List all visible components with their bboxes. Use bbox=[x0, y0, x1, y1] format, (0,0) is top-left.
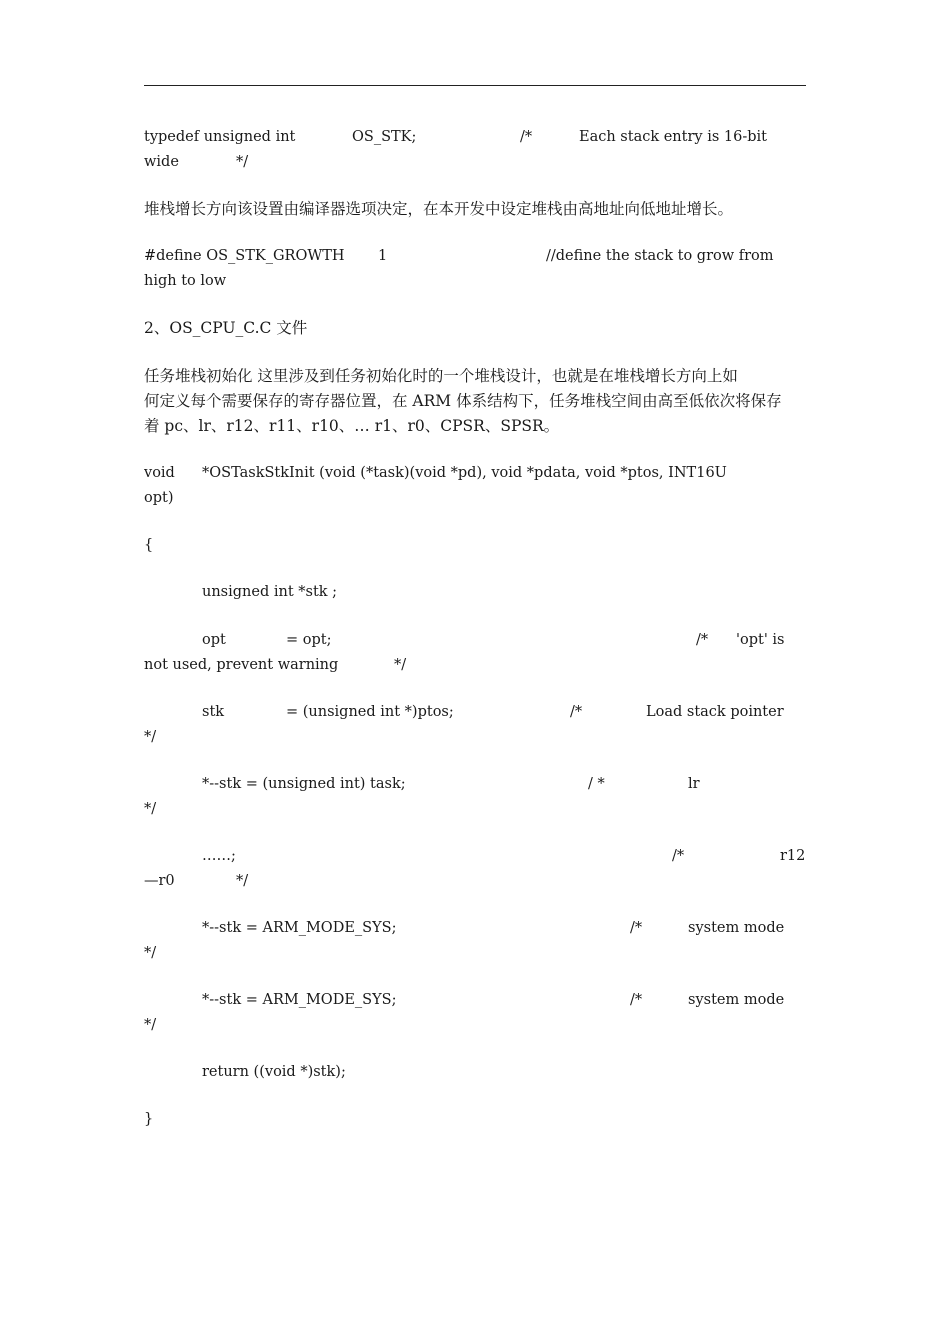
stk-var: stk bbox=[202, 704, 225, 720]
define-line bbox=[144, 244, 806, 369]
typedef-wrap-text: wide bbox=[144, 154, 179, 170]
opt-wrap-text: not used, prevent warning bbox=[144, 657, 339, 673]
lr-comment-open: / * bbox=[588, 776, 605, 792]
init-paragraph-line-3: 着 pc、lr、r12、r11、r10、… r1、r0、CPSR、SPSR。 bbox=[144, 417, 560, 435]
stk-comment-close: */ bbox=[144, 729, 157, 745]
define-line-wrap: high to low bbox=[144, 273, 227, 289]
registers-comment-text: r12 bbox=[780, 848, 806, 864]
registers-expr: ……; bbox=[202, 848, 236, 864]
section-heading: 2、OS_CPU_C.C 文件 bbox=[144, 319, 308, 337]
sys-mode-comment-close-1: */ bbox=[144, 945, 157, 961]
open-brace: { bbox=[144, 537, 154, 553]
sys-mode-expr-2: *--stk = ARM_MODE_SYS; bbox=[202, 992, 397, 1008]
sys-mode-comment-text-2: system mode bbox=[688, 992, 785, 1008]
sys-mode-statement-2 bbox=[202, 988, 806, 1113]
stk-declaration: unsigned int *stk ; bbox=[202, 584, 338, 600]
registers-wrap-text: —r0 bbox=[144, 873, 175, 889]
return-statement: return ((void *)stk); bbox=[202, 1064, 346, 1080]
signature-return-type: void bbox=[144, 465, 175, 481]
sys-mode-comment-open-2: /* bbox=[630, 992, 643, 1008]
growth-note: 堆栈增长方向该设置由编译器选项决定，在本开发中设定堆栈由高地址向低地址增长。 bbox=[144, 200, 734, 218]
lr-comment-close: */ bbox=[144, 801, 157, 817]
typedef-comment-text: Each stack entry is 16-bit bbox=[579, 129, 767, 145]
typedef-code: typedef unsigned int bbox=[144, 129, 296, 145]
stk-comment-text: Load stack pointer bbox=[646, 704, 784, 720]
opt-comment-close: */ bbox=[394, 657, 407, 673]
function-signature-wrap: opt) bbox=[144, 490, 174, 506]
lr-comment-text: lr bbox=[688, 776, 700, 792]
lr-expr: *--stk = (unsigned int) task; bbox=[202, 776, 406, 792]
typedef-comment-close: */ bbox=[236, 154, 249, 170]
opt-expr: = opt; bbox=[286, 632, 332, 648]
opt-comment-open: /* bbox=[696, 632, 709, 648]
registers-comment-open: /* bbox=[672, 848, 685, 864]
close-brace: } bbox=[144, 1111, 154, 1127]
sys-mode-expr-1: *--stk = ARM_MODE_SYS; bbox=[202, 920, 397, 936]
registers-comment-close: */ bbox=[236, 873, 249, 889]
typedef-type: OS_STK; bbox=[352, 129, 417, 145]
stk-comment-open: /* bbox=[570, 704, 583, 720]
opt-comment-text: 'opt' is bbox=[736, 632, 785, 648]
sys-mode-comment-close-2: */ bbox=[144, 1017, 157, 1033]
stk-expr: = (unsigned int *)ptos; bbox=[286, 704, 454, 720]
typedef-comment-open: /* bbox=[520, 129, 533, 145]
opt-var: opt bbox=[202, 632, 226, 648]
signature-declaration: *OSTaskStkInit (void (*task)(void *pd), void *pdata, void *ptos, INT16U bbox=[202, 465, 727, 481]
define-value: 1 bbox=[378, 248, 388, 264]
init-paragraph-line-1: 任务堆栈初始化 这里涉及到任务初始化时的一个堆栈设计，也就是在堆栈增长方向上如 bbox=[144, 367, 738, 385]
define-macro: #define OS_STK_GROWTH bbox=[144, 248, 345, 264]
sys-mode-comment-text-1: system mode bbox=[688, 920, 785, 936]
define-comment: //define the stack to grow from bbox=[546, 248, 774, 264]
header-rule bbox=[144, 85, 806, 86]
init-paragraph-line-2: 何定义每个需要保存的寄存器位置，在 ARM 体系结构下，任务堆栈空间由高至低依次将保存 bbox=[144, 392, 782, 410]
sys-mode-comment-open-1: /* bbox=[630, 920, 643, 936]
